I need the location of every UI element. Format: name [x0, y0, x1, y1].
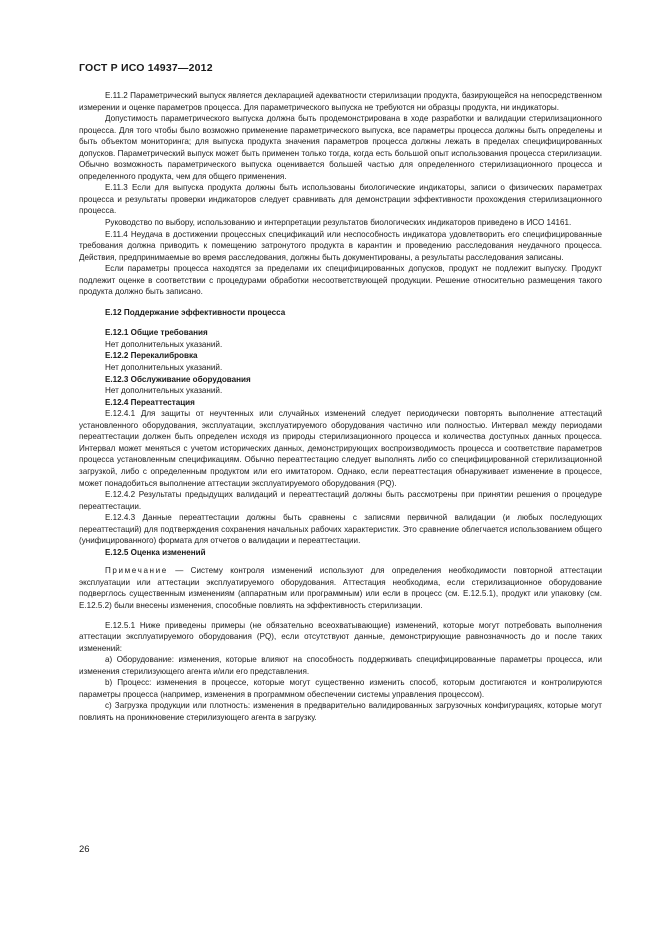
- paragraph-out-of-tolerance: Если параметры процесса находятся за пределами их специфицированных допусков, продукт не подлежит выпуску. Продукт подлежит оценке в соответствии с процедурами обработки несоответствующей продукции. Решение относительно размещения такого продукта должно быть записано.: [79, 264, 602, 297]
- paragraph-e12-2: Нет дополнительных указаний.: [105, 363, 223, 373]
- paragraph-e12-4-3: Е.12.4.3 Данные переаттестации должны быть сравнены с записями первичной валидации (и любых последующих переаттестаций) для подтверждения сохранения начальных рабочих характеристик. Это сравнение облегчается использованием общего (унифицированного) формата для отчетов о валидации и переаттестации.: [79, 513, 602, 546]
- note-paragraph: [79, 565, 602, 611]
- note-text: — Систему контроля изменений используют для определения необходимости повторной аттестации эксплуатации или аттестации эксплуатируемого оборудования. Аттестация необходима, если стерилизационное оборудование подверглось существенным изменениям (аппаратным или программным) или если в процесс (см. Е.12.5.1), продукт или упаковку (см. Е.12.5.2) были внесены изменения, способные повлиять на эффективность стерилизации.: [79, 566, 602, 610]
- section-heading-e12-5: Е.12.5 Оценка изменений: [105, 547, 206, 557]
- list-item-c: c) Загрузка продукции или плотность: изменения в предварительно валидированных загрузочных конфигурациях, которые могут повлиять на проникновение стерилизующего агента в загрузку.: [79, 701, 602, 722]
- document-body: [79, 90, 602, 723]
- section-heading-e12-1: Е.12.1 Общие требования: [105, 328, 208, 338]
- paragraph-parametric-release: Допустимость параметрического выпуска должна быть продемонстрирована в ходе разработки и валидации стерилизационного процесса. Для того чтобы было возможно применение параметрического выпуска, все параметры процесса должны быть определены и быть объектом мониторинга; для выпуска продукта значения параметров процесса должны лежать в пределах специфицированных допусков. Параметрический выпуск может быть применен только тогда, когда есть большой опыт использования процесса стерилизации. Обычно возможность параметрического выпуска оценивается большей частью для определенного стерилизационного процесса и определенного продукта, чем для общего применения.: [79, 114, 602, 181]
- paragraph-e12-5-1: Е.12.5.1 Ниже приведены примеры (не обязательно всеохватывающие) изменений, которые могут потребовать выполнения аттестации эксплуатируемого оборудования (PQ), если отсутствуют данные, демонстрирующие равнозначность до и после таких изменений:: [79, 620, 602, 653]
- section-heading-e12-2: Е.12.2 Перекалибровка: [105, 351, 198, 361]
- list-item-b: b) Процесс: изменения в процессе, которые могут существенно изменить способ, которым достигаются и контролируются параметры процесса (например, изменения в программном обеспечении системы управления процессом).: [79, 678, 602, 699]
- list-item-a: a) Оборудование: изменения, которые влияют на способность поддерживать специфицированные параметры процесса, или изменения стерилизующего агента и/или его представления.: [79, 655, 602, 676]
- paragraph-e11-2: Е.11.2 Параметрический выпуск является декларацией адекватности стерилизации продукта, базирующейся на непосредственном измерении и оценке параметров процесса. Для параметрического выпуска не требуются ни образцы продукта, ни индикаторы.: [79, 91, 602, 112]
- paragraph-guidance-iso14161: Руководство по выбору, использованию и интерпретации результатов биологических индикаторов приведено в ИСО 14161.: [105, 218, 572, 228]
- paragraph-e11-3: Е.11.3 Если для выпуска продукта должны быть использованы биологические индикаторы, записи о физических параметрах процесса и результаты проверки индикаторов следует сравнивать для демонстрации эффективности прохождения стерилизационного процесса.: [79, 183, 602, 216]
- paragraph-e12-3: Нет дополнительных указаний.: [105, 386, 223, 396]
- document-header: ГОСТ Р ИСО 14937—2012: [79, 62, 213, 74]
- paragraph-e12-1: Нет дополнительных указаний.: [105, 339, 223, 349]
- note-label: Примечание: [105, 566, 168, 576]
- paragraph-e11-4: Е.11.4 Неудача в достижении процессных спецификаций или неспособность индикатора удовлетворить его специфицированные требования должна приводить к помещению затронутого продукта в карантин и проведению расследования неудачного процесса. Действия, предпринимаемые во время расследования, должны быть документированы, а результаты расследования записаны.: [79, 229, 602, 262]
- paragraph-e12-4-1: Е.12.4.1 Для защиты от неучтенных или случайных изменений следует периодически повторять выполнение аттестаций установленного оборудования, эксплуатации, эксплуатируемого оборудования частично или полностью. Интервал между периодами переаттестации должен быть определен исходя из природы стерилизационного процесса и количества доступных данных процесса. Интервал может меняться с учетом исторических данных, демонстрирующих воспроизводимость процесса и соответствие параметров процесса установленным спецификациям. Обычно переаттестацию следует выполнять либо со специфицированной стерилизационной загрузкой, либо с определенным продуктом или его имитатором. Однако, если переаттестация обнаруживает изменение в процессе, может понадобиться выполнение аттестации эксплуатируемого оборудования (PQ).: [79, 409, 602, 488]
- section-heading-e12-3: Е.12.3 Обслуживание оборудования: [105, 374, 251, 384]
- section-heading-e12-4: Е.12.4 Переаттестация: [105, 397, 195, 407]
- section-heading-e12: Е.12 Поддержание эффективности процесса: [105, 307, 286, 317]
- page-number: 26: [79, 844, 90, 855]
- paragraph-e12-4-2: Е.12.4.2 Результаты предыдущих валидаций и переаттестаций должны быть рассмотрены при принятии решения о процедуре переаттестации.: [79, 490, 602, 511]
